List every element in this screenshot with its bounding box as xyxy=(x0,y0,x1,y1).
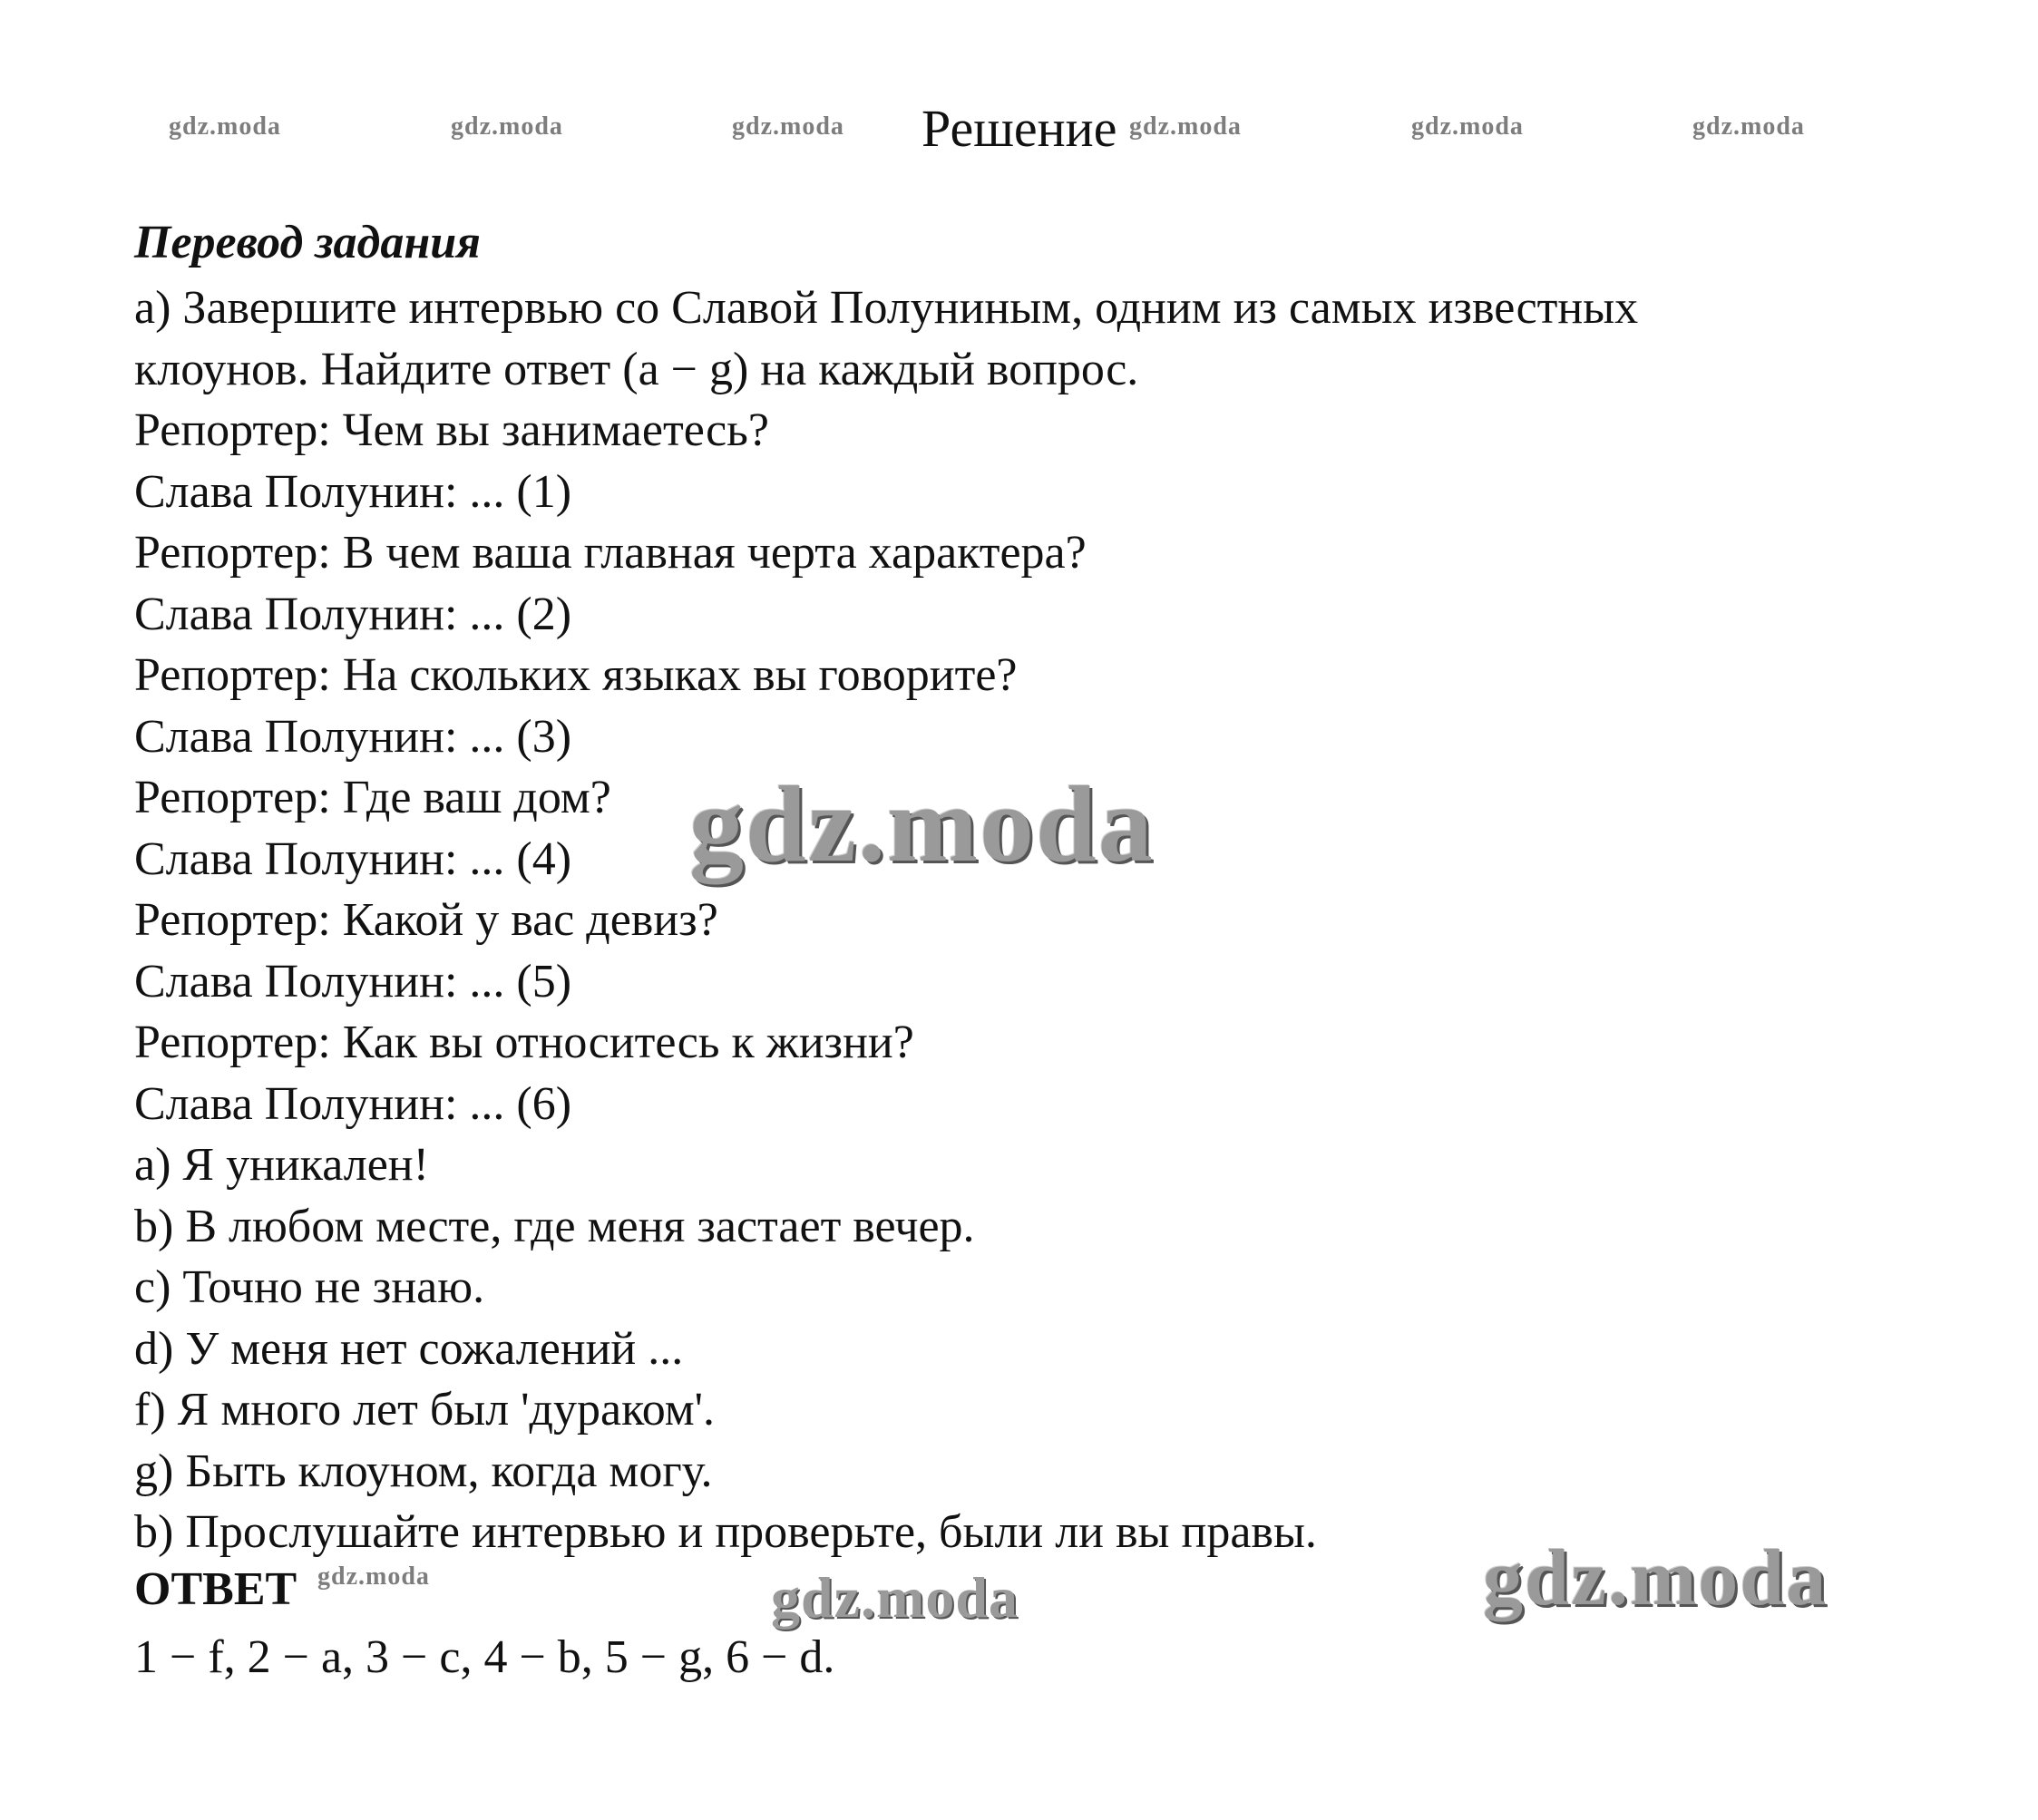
page-title: Решение xyxy=(921,99,1117,158)
text-line: Репортер: Где ваш дом? xyxy=(134,772,611,823)
text-line: Репортер: Какой у вас девиз? xyxy=(134,894,718,946)
text-line: b) В любом месте, где меня застает вечер. xyxy=(134,1200,975,1252)
text-line: Репортер: На скольких языках вы говорите? xyxy=(134,649,1018,701)
watermark: gdz.moda xyxy=(1692,112,1805,141)
text-line: а) Завершите интервью со Славой Полуниным, одним из самых известных xyxy=(134,282,1639,334)
watermark: gdz.moda xyxy=(771,1565,1019,1630)
watermark: gdz.moda xyxy=(1129,112,1242,141)
watermark: gdz.moda xyxy=(451,112,563,141)
watermark-large: gdz.moda xyxy=(689,764,1155,884)
text-line: c) Точно не знаю. xyxy=(134,1261,485,1313)
text-line: g) Быть клоуном, когда могу. xyxy=(134,1445,713,1497)
text-line: Репортер: В чем ваша главная черта характера? xyxy=(134,527,1087,579)
text-line: клоунов. Найдите ответ (a − g) на каждый вопрос. xyxy=(134,343,1139,395)
text-line: d) У меня нет сожалений ... xyxy=(134,1322,684,1375)
watermark: gdz.moda xyxy=(317,1562,430,1591)
text-line: Слава Полунин: ... (1) xyxy=(134,465,572,518)
text-line: a) Я уникален! xyxy=(134,1139,429,1191)
watermark: gdz.moda xyxy=(169,112,281,141)
text-line: b) Прослушайте интервью и проверьте, были ли вы правы. xyxy=(134,1506,1317,1558)
text-line: Слава Полунин: ... (6) xyxy=(134,1077,572,1130)
translation-heading: Перевод задания xyxy=(134,217,481,268)
text-line: Слава Полунин: ... (5) xyxy=(134,955,572,1007)
text-line: Слава Полунин: ... (3) xyxy=(134,710,572,763)
watermark: gdz.moda xyxy=(732,112,844,141)
answer-heading: ОТВЕТ xyxy=(134,1563,297,1615)
translation-text xyxy=(134,277,1930,1563)
watermark-large: gdz.moda xyxy=(1483,1534,1828,1622)
watermark: gdz.moda xyxy=(1411,112,1524,141)
text-line: f) Я много лет был 'дураком'. xyxy=(134,1384,715,1436)
text-line: Слава Полунин: ... (4) xyxy=(134,832,572,885)
text-line: Слава Полунин: ... (2) xyxy=(134,588,572,640)
text-line: Репортер: Чем вы занимаетесь? xyxy=(134,404,769,456)
answer-text: 1 − f, 2 − a, 3 − c, 4 − b, 5 − g, 6 − d. xyxy=(134,1631,835,1683)
text-line: Репортер: Как вы относитесь к жизни? xyxy=(134,1017,914,1068)
